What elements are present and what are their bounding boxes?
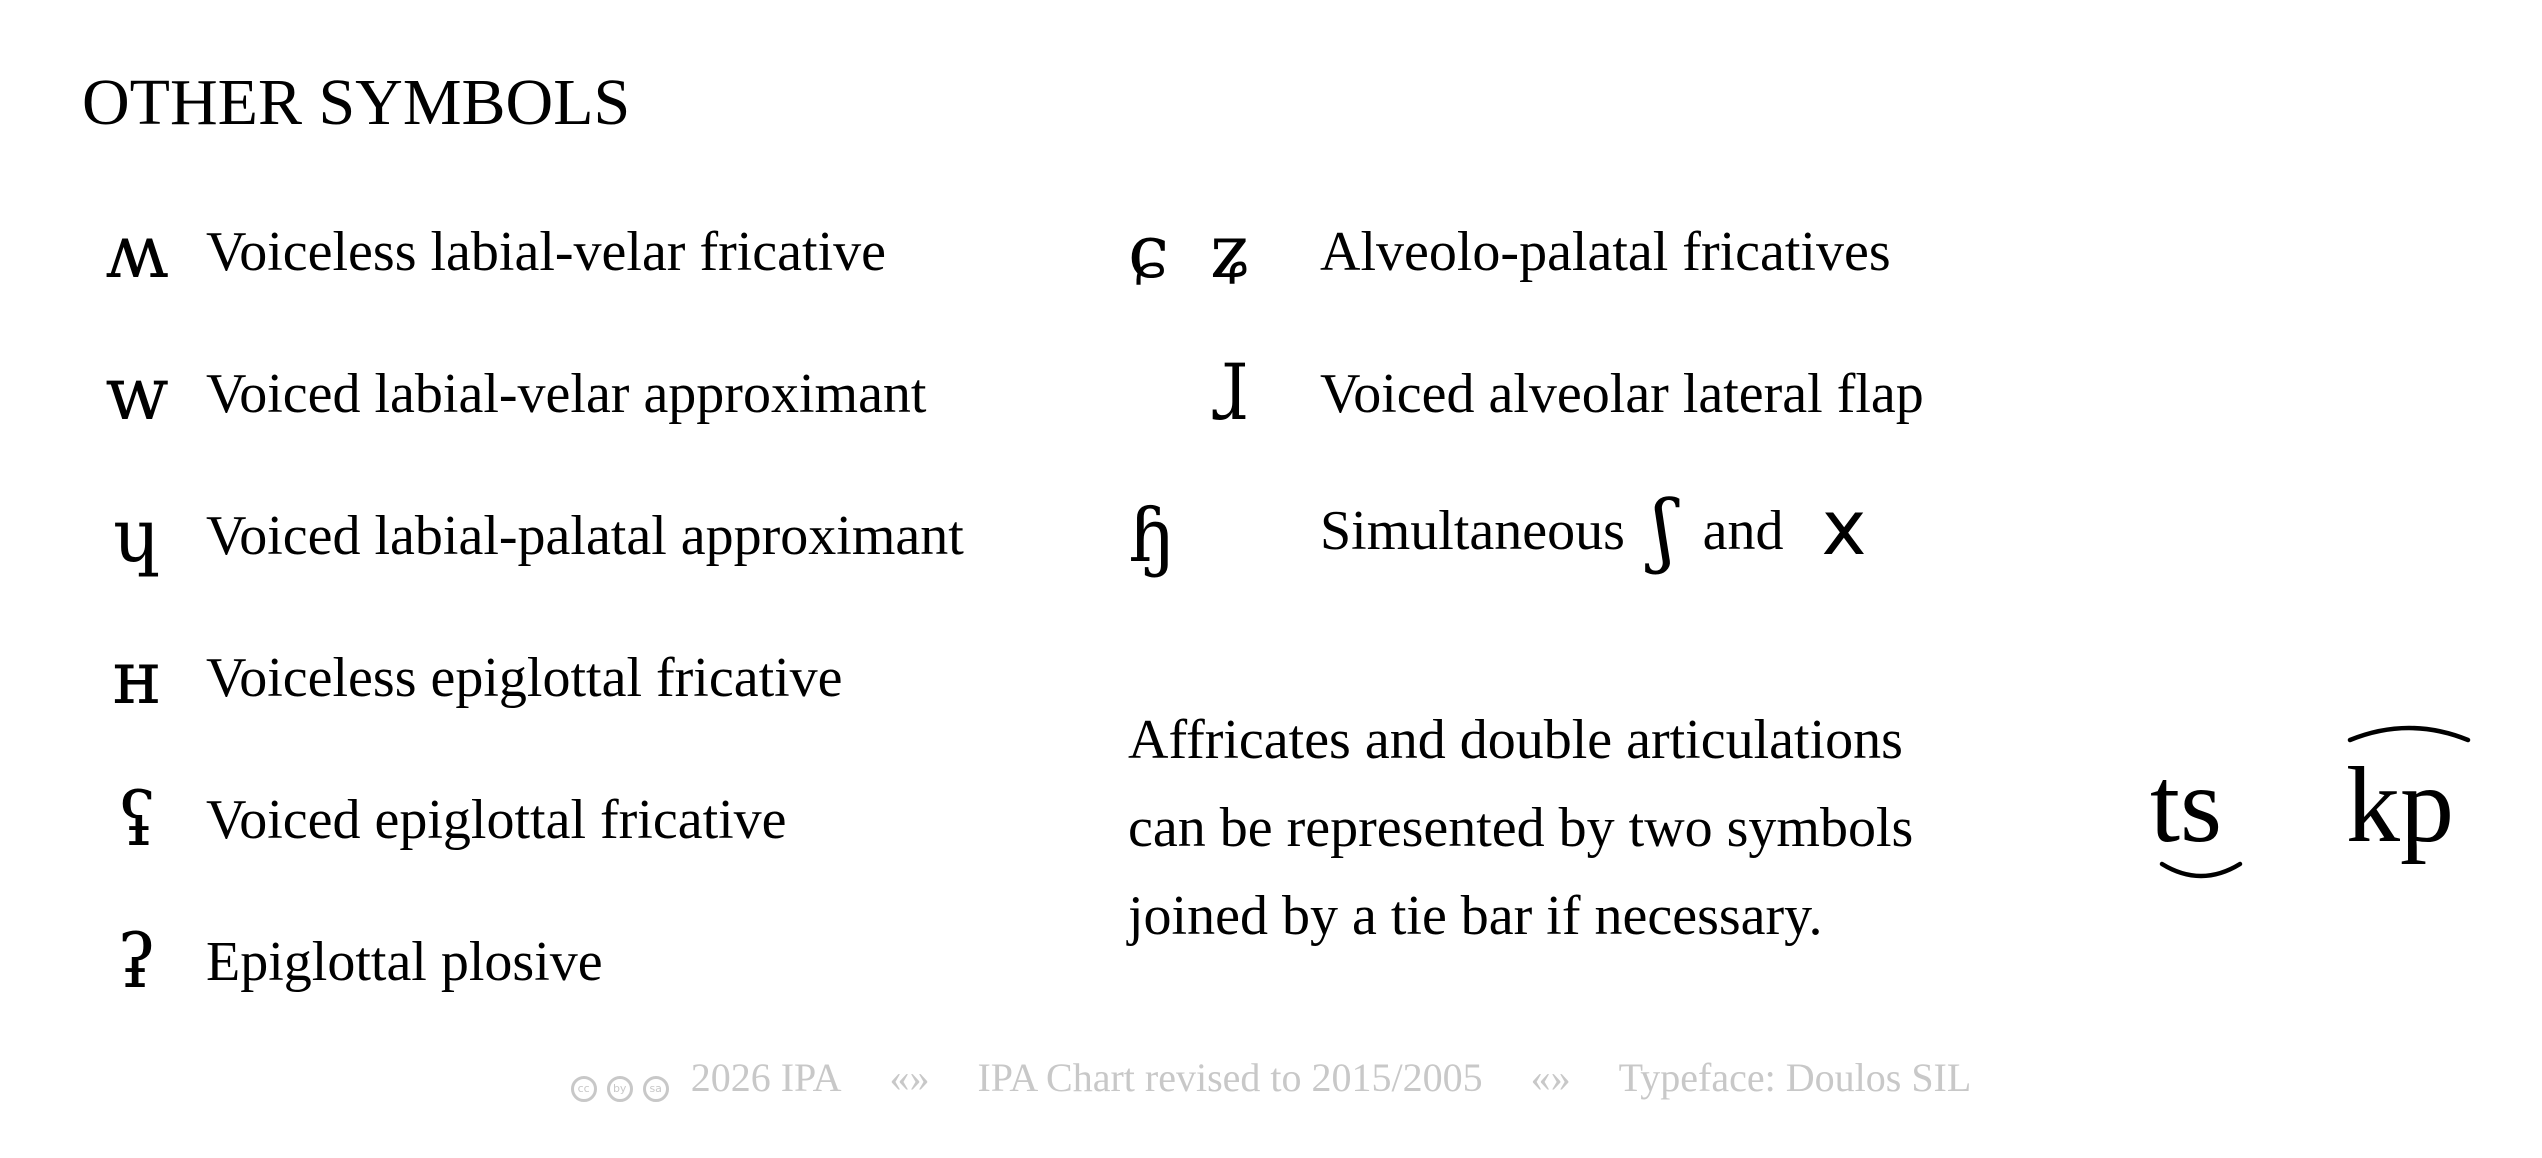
tie-example-text: kp bbox=[2346, 746, 2454, 865]
tie-bar-above-icon bbox=[2344, 716, 2474, 746]
footer-separator: «» bbox=[1530, 1055, 1571, 1100]
symbol-description: Voiced alveolar lateral flap bbox=[1320, 363, 1924, 425]
symbol-description: Voiced labial-velar approximant bbox=[206, 363, 927, 425]
note-line: can be represented by two symbols bbox=[1128, 797, 1914, 859]
and-label: and bbox=[1702, 499, 1784, 562]
symbol-row-voiced-alveolar-lateral-flap bbox=[1128, 344, 1924, 444]
footer-separator: «» bbox=[889, 1055, 930, 1100]
symbol-row-voiceless-epiglottal-fricative bbox=[0, 628, 843, 728]
symbol-description: Voiceless epiglottal fricative bbox=[206, 647, 843, 709]
symbol-description: Voiceless labial-velar fricative bbox=[206, 221, 886, 283]
section-heading: OTHER SYMBOLS bbox=[82, 66, 631, 139]
license-icons bbox=[571, 1055, 669, 1102]
ipa-symbol: w bbox=[105, 351, 169, 437]
ipa-symbol: ɧ bbox=[1128, 493, 1176, 579]
note-line: Affricates and double articulations bbox=[1128, 709, 1903, 771]
by-icon: by bbox=[607, 1076, 633, 1102]
ipa-symbol-esh: ʃ bbox=[1652, 483, 1675, 576]
symbol-row-alveolo-palatal-fricatives bbox=[1128, 202, 1891, 302]
symbol-row-voiced-epiglottal-fricative bbox=[0, 770, 787, 870]
symbol-description: Voiced labial-palatal approximant bbox=[206, 505, 964, 567]
symbol-row-voiced-labial-palatal-approximant bbox=[0, 486, 964, 586]
ipa-symbol-x: x bbox=[1821, 483, 1867, 572]
simultaneous-label: Simultaneous bbox=[1320, 499, 1625, 562]
ipa-symbol: ʍ bbox=[105, 209, 169, 295]
ipa-symbol: ʜ bbox=[112, 635, 162, 721]
symbol-row-epiglottal-plosive bbox=[0, 912, 603, 1012]
sa-icon: sa bbox=[643, 1076, 669, 1102]
footer-revision: IPA Chart revised to 2015/2005 bbox=[977, 1055, 1483, 1100]
tie-example-text: ts bbox=[2150, 746, 2223, 865]
ipa-symbol: ɥ bbox=[113, 493, 161, 579]
ipa-symbol: ʑ bbox=[1210, 209, 1252, 295]
symbol-description: Voiced epiglottal fricative bbox=[206, 789, 787, 851]
footer-copyright: 2026 IPA bbox=[690, 1055, 842, 1100]
footer bbox=[0, 1054, 2542, 1105]
note-line: joined by a tie bar if necessary. bbox=[1128, 885, 1823, 947]
symbol-row-simultaneous-sh-x bbox=[1128, 483, 1867, 586]
tie-example-ts bbox=[2150, 746, 2223, 865]
symbol-description: Epiglottal plosive bbox=[206, 931, 603, 993]
symbol-description bbox=[1320, 483, 1867, 576]
ipa-symbol: ɕ bbox=[1128, 209, 1170, 295]
symbol-row-voiceless-labial-velar-fricative bbox=[0, 202, 886, 302]
tie-example-kp bbox=[2346, 746, 2454, 865]
tie-bar-note bbox=[1128, 696, 1913, 960]
ipa-symbol: ʢ bbox=[117, 777, 157, 863]
footer-typeface: Typeface: Doulos SIL bbox=[1618, 1055, 1972, 1100]
ipa-symbol: ɺ bbox=[1210, 351, 1248, 437]
symbol-description: Alveolo-palatal fricatives bbox=[1320, 221, 1891, 283]
ipa-symbol: ʡ bbox=[117, 919, 157, 1005]
symbol-row-voiced-labial-velar-approximant bbox=[0, 344, 926, 444]
cc-icon: cc bbox=[571, 1076, 597, 1102]
